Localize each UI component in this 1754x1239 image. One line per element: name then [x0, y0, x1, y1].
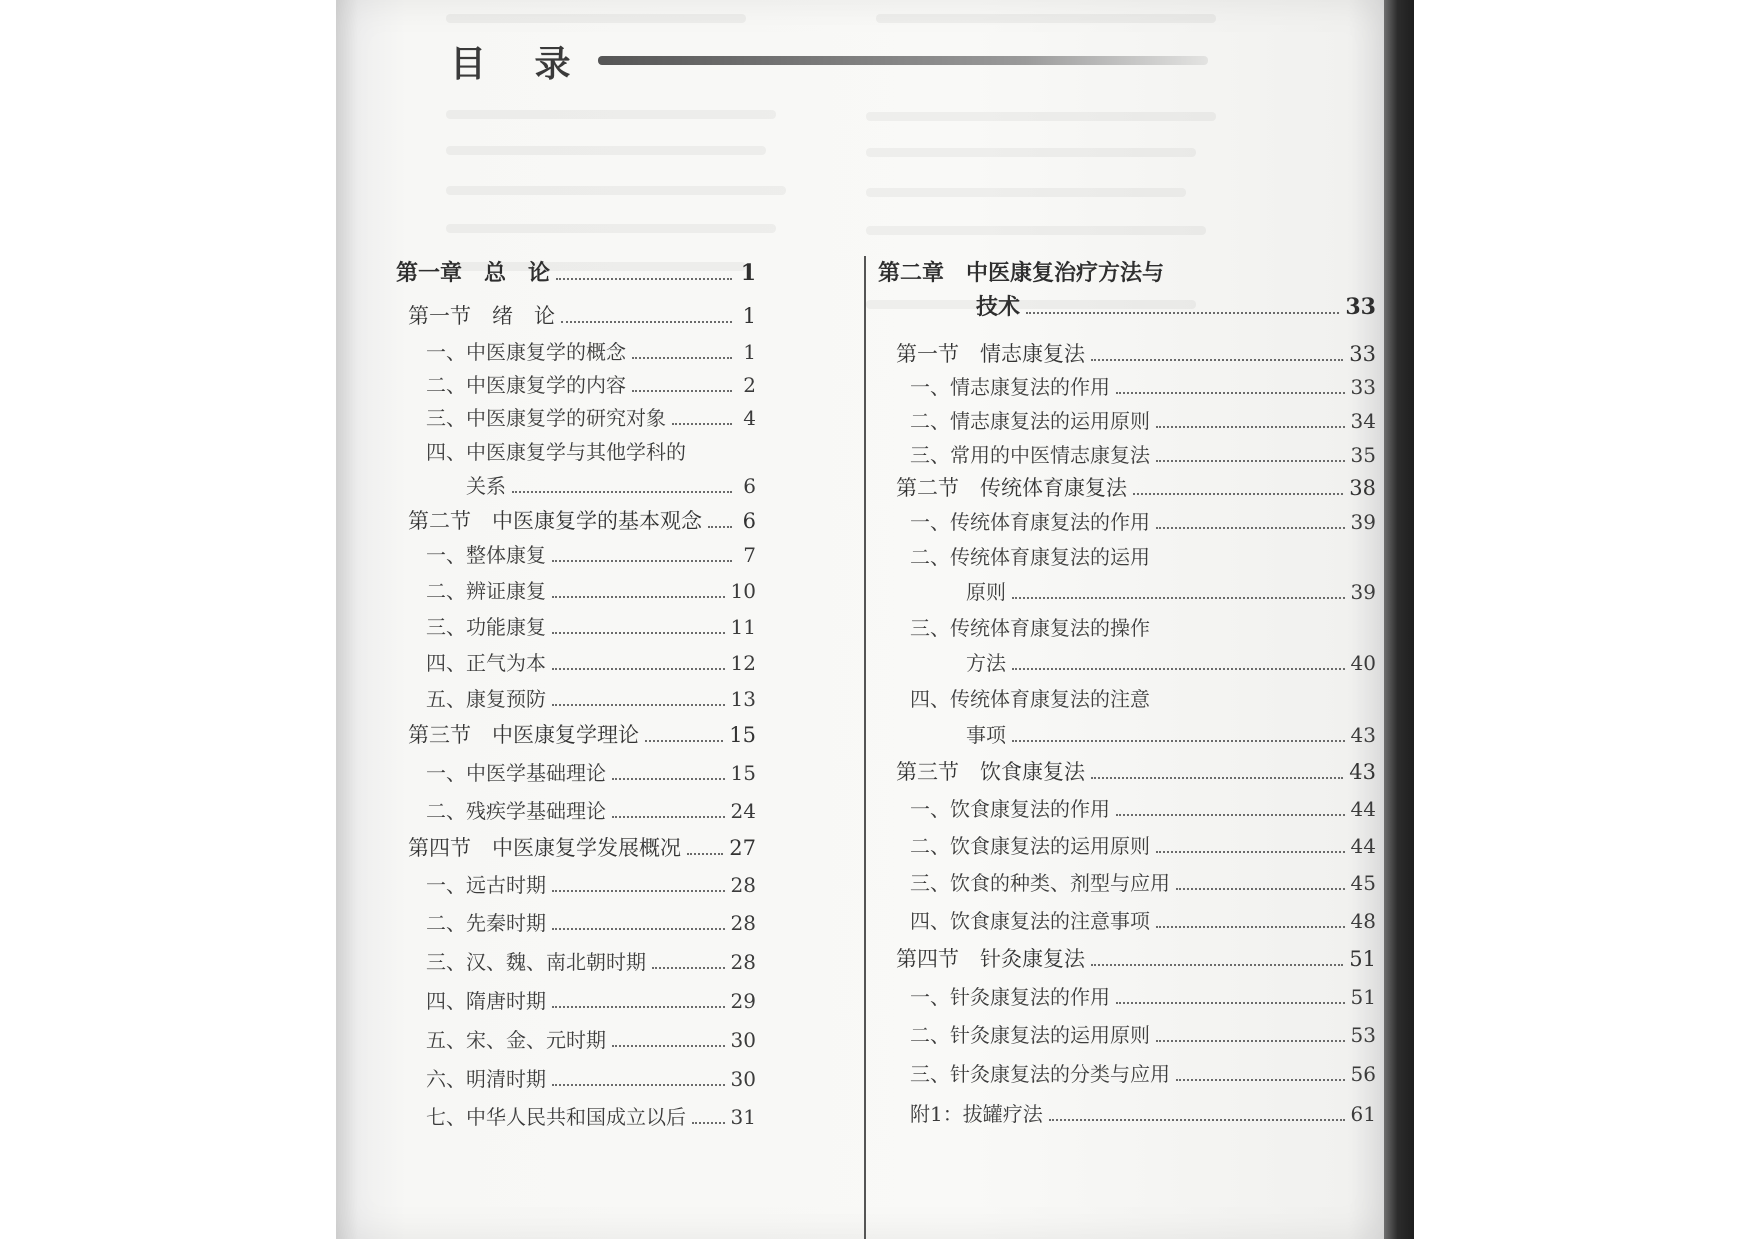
toc-entry-page: 45 — [1350, 871, 1376, 895]
toc-entry-page: 11 — [730, 615, 756, 639]
dot-leader — [1012, 597, 1345, 599]
dot-leader — [632, 390, 732, 392]
dot-leader — [1156, 851, 1345, 853]
toc-entry — [966, 719, 1376, 748]
book-page — [336, 0, 1390, 1239]
background-edge — [1384, 0, 1414, 1239]
toc-entry-title: 第一节 情志康复法 — [896, 342, 1085, 366]
dot-leader — [552, 928, 725, 930]
dot-leader — [1091, 359, 1343, 361]
toc-entry-page: 53 — [1350, 1023, 1376, 1047]
toc-entry — [426, 683, 756, 712]
toc-entry-page: 28 — [730, 911, 756, 935]
toc-entry-page: 13 — [730, 687, 756, 711]
toc-entry — [426, 647, 756, 676]
toc-entry-page: 24 — [730, 799, 756, 823]
toc-entry — [896, 943, 1376, 973]
toc-entry — [878, 256, 1376, 287]
toc-entry-title: 一、针灸康复法的作用 — [910, 985, 1110, 1009]
toc-entry-page: 56 — [1350, 1062, 1376, 1086]
toc-entry-title: 关系 — [466, 474, 506, 498]
toc-entry-title: 三、中医康复学的研究对象 — [426, 406, 666, 430]
dot-leader — [1133, 493, 1343, 495]
toc-entry — [408, 300, 756, 330]
dot-leader — [1156, 527, 1345, 529]
toc-entry-title: 第二节 中医康复学的基本观念 — [408, 509, 702, 533]
toc-entry-page: 1 — [742, 304, 756, 328]
dot-leader — [552, 632, 725, 634]
toc-entry-page: 15 — [730, 761, 756, 785]
toc-entry — [426, 757, 756, 786]
toc-entry-title: 一、中医康复学的概念 — [426, 340, 626, 364]
toc-entry-page: 2 — [743, 373, 756, 397]
toc-entry — [896, 472, 1376, 502]
dot-leader — [687, 853, 723, 855]
toc-entry — [910, 371, 1376, 400]
toc-entry — [426, 402, 756, 431]
toc-entry — [910, 981, 1376, 1010]
toc-entry-page: 6 — [742, 509, 756, 533]
dot-leader — [1156, 426, 1345, 428]
toc-entry-title: 一、远古时期 — [426, 873, 546, 897]
toc-entry-page: 15 — [729, 723, 756, 747]
toc-entry-title: 三、针灸康复法的分类与应用 — [910, 1062, 1170, 1086]
toc-entry-title: 二、饮食康复法的运用原则 — [910, 834, 1150, 858]
toc-entry-title: 二、中医康复学的内容 — [426, 373, 626, 397]
toc-entry-page: 10 — [730, 579, 756, 603]
toc-entry — [910, 793, 1376, 822]
toc-entry — [426, 1063, 756, 1092]
toc-entry-title: 二、情志康复法的运用原则 — [910, 409, 1150, 433]
toc-entry — [466, 470, 756, 499]
toc-entry — [426, 907, 756, 936]
toc-entry-page: 6 — [743, 474, 756, 498]
toc-entry — [896, 338, 1376, 368]
toc-entry — [910, 905, 1376, 934]
toc-entry-page: 33 — [1350, 375, 1376, 399]
toc-entry-title: 原则 — [966, 580, 1006, 604]
toc-entry — [966, 647, 1376, 676]
dot-leader — [672, 423, 732, 425]
toc-entry-page: 27 — [729, 836, 756, 860]
toc-entry-page: 34 — [1350, 409, 1376, 433]
toc-entry-page: 38 — [1349, 476, 1376, 500]
dot-leader — [552, 704, 725, 706]
toc-entry — [910, 1058, 1376, 1087]
toc-entry — [396, 256, 756, 287]
dot-leader — [552, 1084, 725, 1086]
toc-entry-title: 第四节 针灸康复法 — [896, 947, 1085, 971]
toc-entry-page: 39 — [1350, 580, 1376, 604]
toc-entry-page: 12 — [730, 651, 756, 675]
dot-leader — [552, 596, 725, 598]
toc-entry — [426, 795, 756, 824]
toc-entry-page: 28 — [730, 873, 756, 897]
dot-leader — [632, 357, 732, 359]
toc-entry — [426, 611, 756, 640]
toc-entry-page: 51 — [1350, 985, 1376, 1009]
dot-leader — [708, 526, 732, 528]
toc-entry-title: 四、传统体育康复法的注意 — [910, 687, 1150, 711]
dot-leader — [1049, 1119, 1345, 1121]
toc-entry-page: 30 — [730, 1067, 756, 1091]
toc-entry-title: 二、残疾学基础理论 — [426, 799, 606, 823]
dot-leader — [512, 491, 732, 493]
toc-entry-title: 七、中华人民共和国成立以后 — [426, 1105, 686, 1129]
dot-leader — [556, 278, 732, 280]
dot-leader — [1156, 460, 1345, 462]
toc-entry-page: 43 — [1350, 723, 1376, 747]
toc-entry-page: 4 — [743, 406, 756, 430]
toc-entry — [910, 439, 1376, 468]
toc-entry-title: 四、中医康复学与其他学科的 — [426, 440, 686, 464]
dot-leader — [612, 816, 725, 818]
toc-entry — [426, 369, 756, 398]
toc-entry — [408, 719, 756, 749]
toc-entry — [426, 985, 756, 1014]
dot-leader — [645, 740, 723, 742]
toc-entry — [426, 1024, 756, 1053]
toc-entry — [910, 506, 1376, 535]
toc-entry-title: 一、情志康复法的作用 — [910, 375, 1110, 399]
toc-entry-page: 39 — [1350, 510, 1376, 534]
toc-entry — [408, 505, 756, 535]
toc-entry-title: 四、隋唐时期 — [426, 989, 546, 1013]
dot-leader — [1116, 1002, 1345, 1004]
toc-entry-title: 三、常用的中医情志康复法 — [910, 443, 1150, 467]
toc-entry-page: 1 — [740, 260, 756, 286]
toc-right-column — [866, 0, 1390, 1239]
toc-entry — [910, 1098, 1376, 1127]
toc-entry-title: 二、先秦时期 — [426, 911, 546, 935]
dot-leader — [552, 1006, 725, 1008]
dot-leader — [1156, 1040, 1345, 1042]
toc-entry-page: 33 — [1349, 342, 1376, 366]
toc-entry-title: 六、明清时期 — [426, 1067, 546, 1091]
toc-entry-page: 33 — [1345, 294, 1376, 320]
toc-entry-title: 技术 — [976, 294, 1021, 320]
dot-leader — [1091, 964, 1343, 966]
dot-leader — [612, 778, 725, 780]
toc-entry-title: 三、饮食的种类、剂型与应用 — [910, 871, 1170, 895]
toc-heading: 目 录 — [450, 43, 589, 85]
toc-entry — [910, 405, 1376, 434]
toc-entry-page: 28 — [730, 950, 756, 974]
toc-entry — [910, 1019, 1376, 1048]
toc-entry — [910, 867, 1376, 896]
toc-entry — [910, 683, 1376, 712]
toc-entry-title: 第四节 中医康复学发展概况 — [408, 836, 681, 860]
toc-entry — [976, 290, 1376, 321]
toc-entry-title: 五、康复预防 — [426, 687, 546, 711]
dot-leader — [561, 321, 732, 323]
toc-entry-title: 一、饮食康复法的作用 — [910, 797, 1110, 821]
toc-entry-title: 三、功能康复 — [426, 615, 546, 639]
toc-entry-page: 1 — [743, 340, 756, 364]
toc-entry-title: 二、辨证康复 — [426, 579, 546, 603]
toc-entry-page: 7 — [743, 543, 756, 567]
toc-entry — [896, 756, 1376, 786]
toc-entry-page: 61 — [1350, 1102, 1376, 1126]
toc-entry — [910, 541, 1376, 570]
dot-leader — [692, 1122, 725, 1124]
dot-leader — [1176, 888, 1345, 890]
toc-entry — [408, 832, 756, 862]
toc-entry-page: 35 — [1350, 443, 1376, 467]
dot-leader — [552, 890, 725, 892]
toc-entry-title: 附1：拔罐疗法 — [910, 1102, 1043, 1126]
dot-leader — [1176, 1079, 1345, 1081]
toc-entry — [426, 336, 756, 365]
dot-leader — [1156, 926, 1345, 928]
toc-entry-title: 事项 — [966, 723, 1006, 747]
toc-entry-title: 一、中医学基础理论 — [426, 761, 606, 785]
toc-entry-title: 方法 — [966, 651, 1006, 675]
toc-entry — [910, 830, 1376, 859]
toc-entry-page: 48 — [1350, 909, 1376, 933]
dot-leader — [552, 560, 732, 562]
dot-leader — [1116, 392, 1345, 394]
dot-leader — [1091, 777, 1343, 779]
toc-entry — [426, 436, 756, 465]
dot-leader — [1012, 740, 1345, 742]
toc-entry-title: 四、正气为本 — [426, 651, 546, 675]
toc-entry-title: 第三节 中医康复学理论 — [408, 723, 639, 747]
dot-leader — [652, 967, 725, 969]
toc-entry-title: 二、传统体育康复法的运用 — [910, 545, 1150, 569]
toc-entry-title: 一、整体康复 — [426, 543, 546, 567]
toc-entry-title: 第三节 饮食康复法 — [896, 760, 1085, 784]
dot-leader — [612, 1045, 725, 1047]
toc-entry-title: 一、传统体育康复法的作用 — [910, 510, 1150, 534]
toc-entry-title: 五、宋、金、元时期 — [426, 1028, 606, 1052]
toc-entry-page: 44 — [1350, 797, 1376, 821]
toc-entry — [910, 612, 1376, 641]
toc-entry-title: 第一节 绪 论 — [408, 304, 555, 328]
dot-leader — [552, 668, 725, 670]
toc-entry-page: 29 — [730, 989, 756, 1013]
toc-left-column — [336, 0, 864, 1239]
toc-entry-page: 51 — [1349, 947, 1376, 971]
dot-leader — [1026, 312, 1339, 314]
toc-entry-title: 第二章 中医康复治疗方法与 — [878, 260, 1165, 286]
toc-entry — [426, 539, 756, 568]
toc-entry-page: 31 — [730, 1105, 756, 1129]
toc-entry-page: 43 — [1349, 760, 1376, 784]
toc-entry-title: 第二节 传统体育康复法 — [896, 476, 1127, 500]
toc-entry-page: 40 — [1350, 651, 1376, 675]
dot-leader — [1116, 814, 1345, 816]
toc-entry — [426, 1101, 756, 1130]
toc-entry-page: 44 — [1350, 834, 1376, 858]
toc-entry — [426, 869, 756, 898]
toc-entry — [426, 575, 756, 604]
toc-entry — [426, 946, 756, 975]
toc-entry-title: 三、汉、魏、南北朝时期 — [426, 950, 646, 974]
toc-entry-page: 30 — [730, 1028, 756, 1052]
toc-entry-title: 二、针灸康复法的运用原则 — [910, 1023, 1150, 1047]
toc-entry-title: 三、传统体育康复法的操作 — [910, 616, 1150, 640]
toc-entry-title: 第一章 总 论 — [396, 260, 551, 286]
toc-entry-title: 四、饮食康复法的注意事项 — [910, 909, 1150, 933]
toc-entry — [966, 576, 1376, 605]
dot-leader — [1012, 668, 1345, 670]
